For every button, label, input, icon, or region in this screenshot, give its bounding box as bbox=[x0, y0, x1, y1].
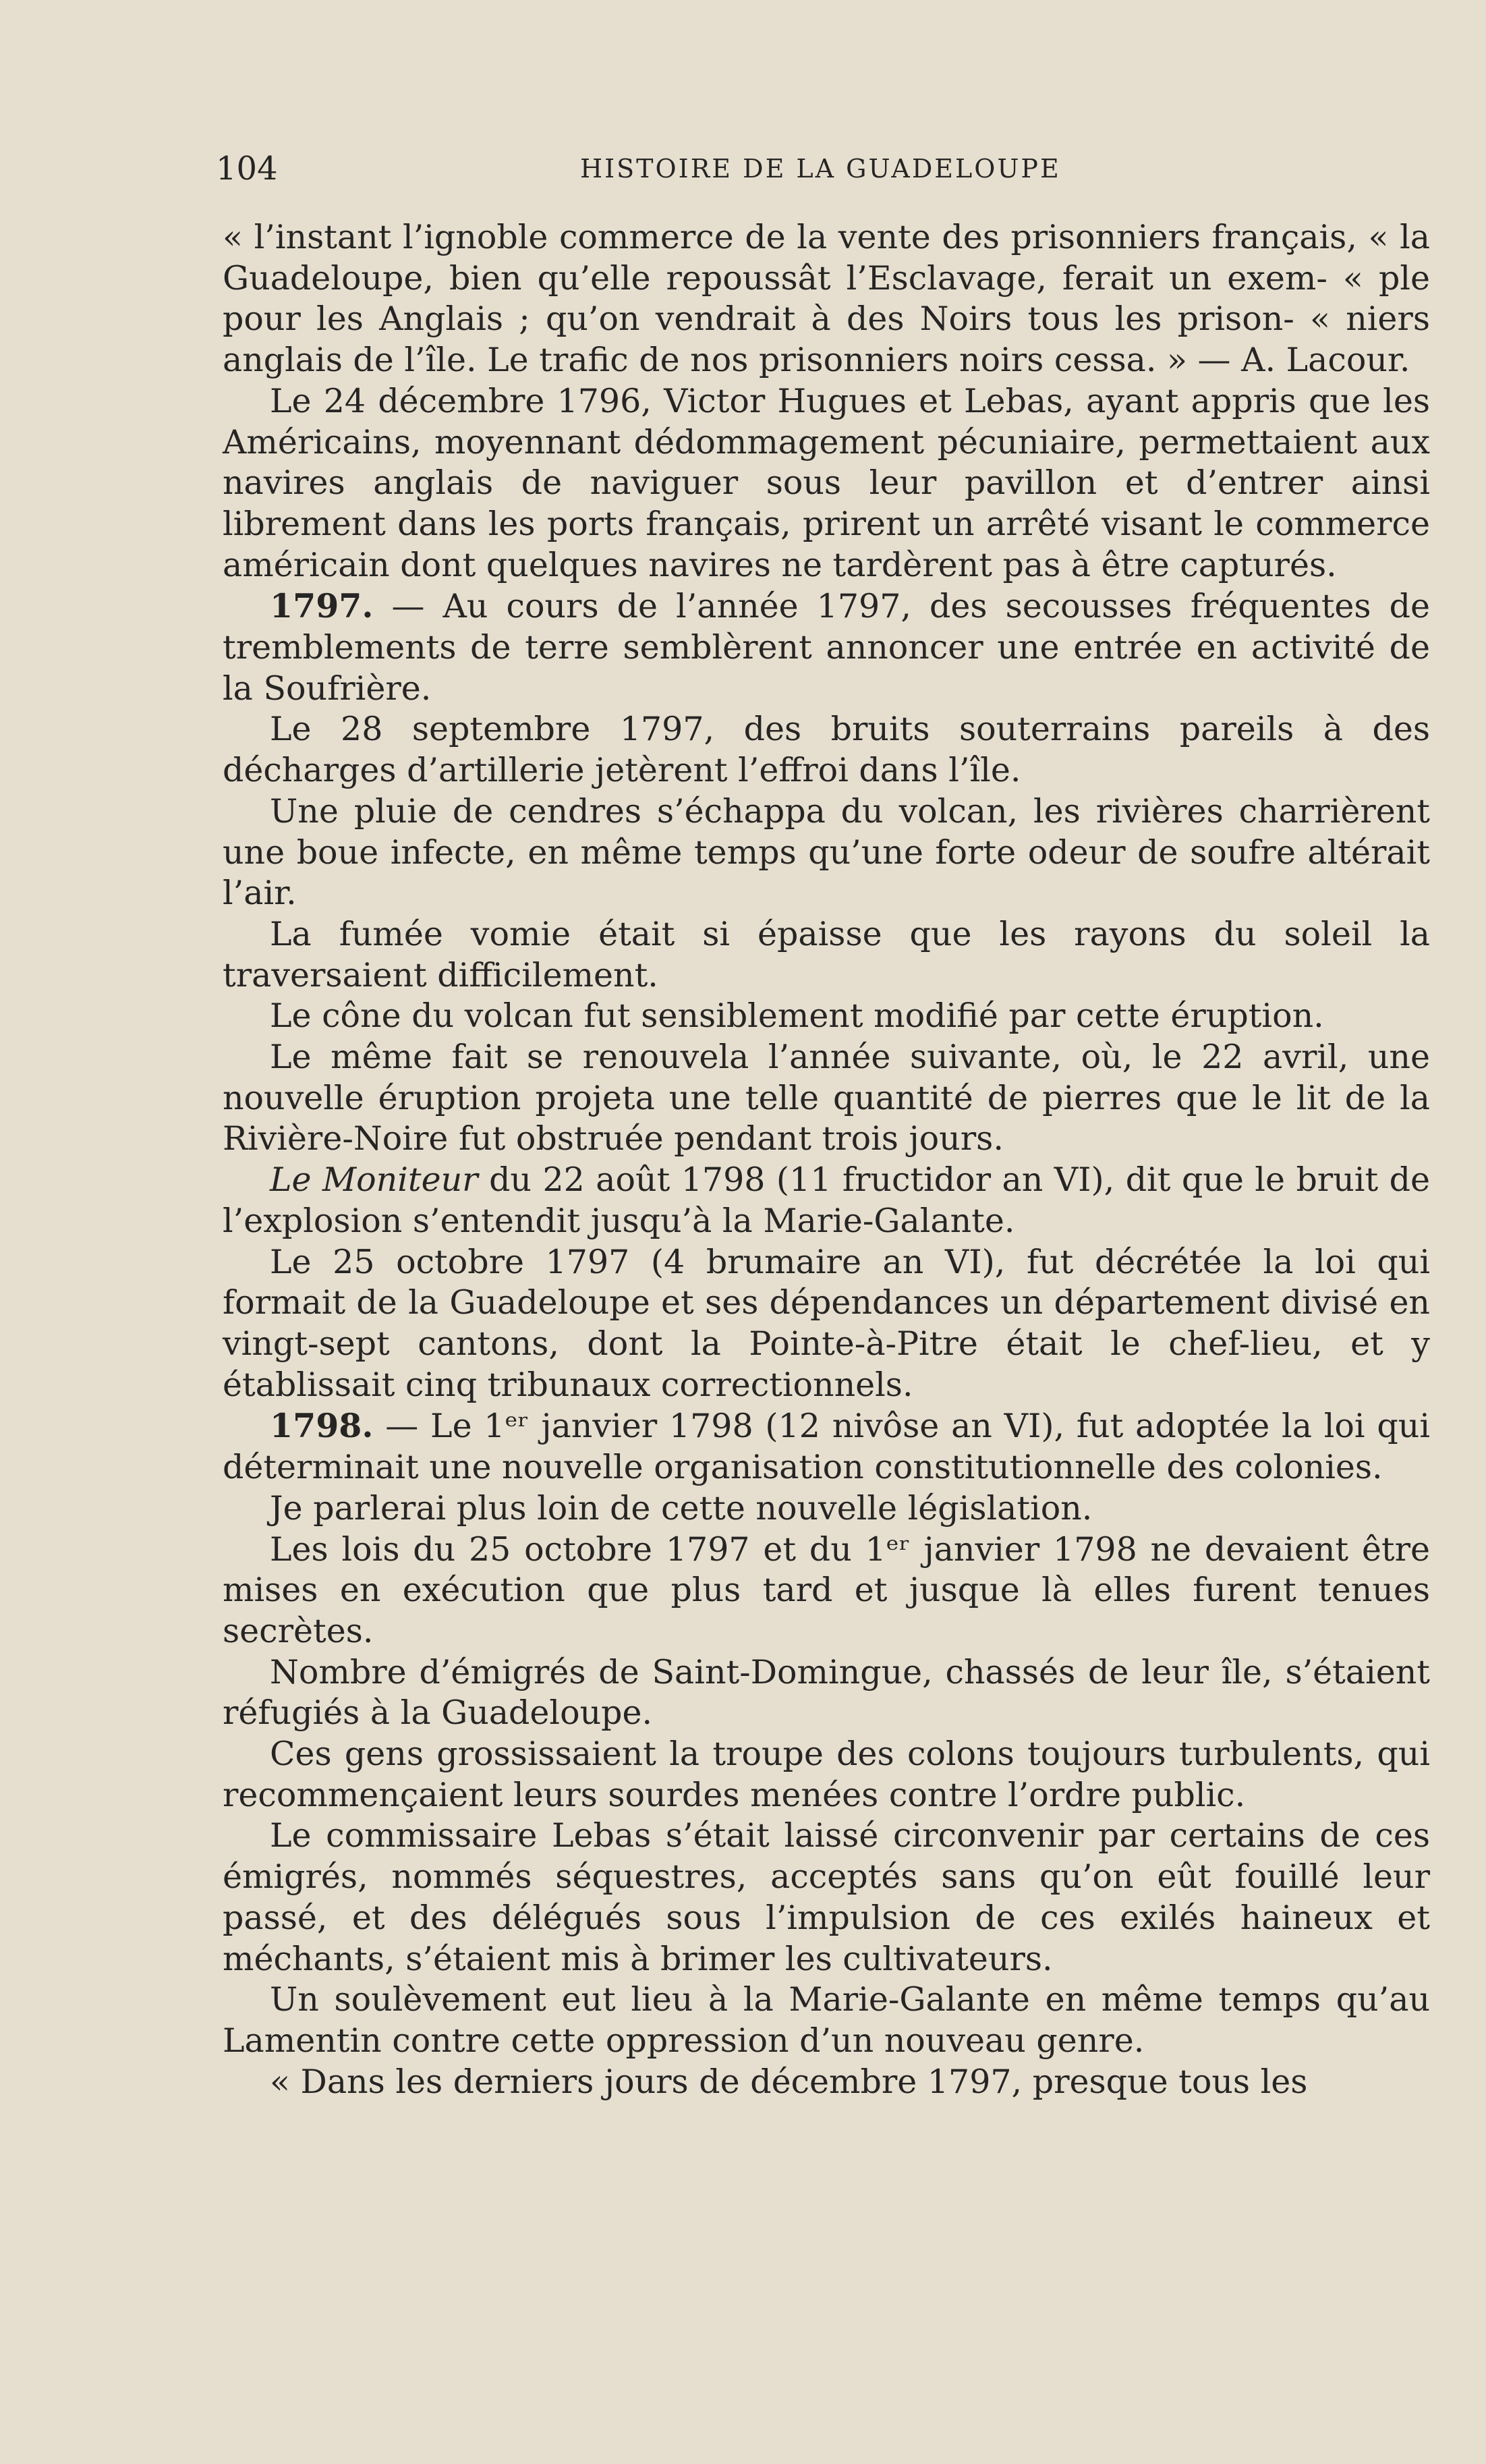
paragraph: La fumée vomie était si épaisse que les rayons du soleil la traversaient difficilement. bbox=[223, 914, 1430, 995]
paragraph: Un soulèvement eut lieu à la Marie-Galante en même temps qu’au Lamentin contre cette oppression d’un nouveau genre. bbox=[223, 1980, 1430, 2060]
running-title: HISTOIRE DE LA GUADELOUPE bbox=[580, 154, 1061, 184]
running-header bbox=[216, 150, 1432, 190]
paragraph: Le commissaire Lebas s’était laissé circonvenir par certains de ces émigrés, nommés séquestres, acceptés sans qu’on eût fouillé leur passé, et des délégués sous l’impulsion de ces exilés haineux et méchants, s’étaient mis à brimer les cultivateurs. bbox=[223, 1816, 1430, 1978]
paragraph-moniteur: Le Moniteur du 22 août 1798 (11 fructidor an VI), dit que le bruit de l’explosion s’entendit jusqu’à la Marie-Galante. bbox=[223, 1160, 1430, 1240]
paragraph: Nombre d’émigrés de Saint-Domingue, chassés de leur île, s’étaient réfugiés à la Guadeloupe. bbox=[223, 1652, 1430, 1733]
page-body bbox=[223, 217, 1430, 2102]
paragraph: Les lois du 25 octobre 1797 et du 1ᵉʳ janvier 1798 ne devaient être mises en exécution que plus tard et jusque là elles furent tenues secrètes. bbox=[223, 1530, 1430, 1650]
paragraph: Une pluie de cendres s’échappa du volcan, les rivières charrièrent une boue infecte, en même temps qu’une forte odeur de soufre altérait l’air. bbox=[223, 791, 1430, 913]
paragraph: Le même fait se renouvela l’année suivante, où, le 22 avril, une nouvelle éruption projeta une telle quantité de pierres que le lit de la Rivière-Noire fut obstruée pendant trois jours. bbox=[223, 1038, 1430, 1158]
paragraph-1798: 1798. — Le 1ᵉʳ janvier 1798 (12 nivôse an VI), fut adoptée la loi qui déterminait une nouvelle organisation constitutionnelle des colonies. bbox=[223, 1406, 1430, 1487]
year-heading: 1797. bbox=[270, 586, 374, 626]
paragraph: Le cône du volcan fut sensiblement modifié par cette éruption. bbox=[270, 997, 1324, 1036]
paragraph: Le 25 octobre 1797 (4 brumaire an VI), fut décrétée la loi qui formait de la Guadeloupe et ses dépendances un département divisé en vingt-sept cantons, dont la Pointe-à-Pitre était le chef-lieu, et y établissait cinq tribunaux correctionnels. bbox=[223, 1242, 1430, 1404]
newspaper-title: Le Moniteur bbox=[270, 1160, 478, 1200]
year-heading: 1798. bbox=[270, 1406, 374, 1446]
page-number: 104 bbox=[216, 150, 278, 188]
paragraph-quote-end: « l’instant l’ignoble commerce de la vente des prisonniers français, « la Guadeloupe, bien qu’elle repoussât l’Esclavage, ferait un exem- « ple pour les Anglais ; qu’on vendrait à des Noirs tous les prison- « niers anglais de l’île. Le trafic de nos prisonniers noirs cessa. » — A. Lacour. bbox=[223, 218, 1430, 380]
paragraph: Le 28 septembre 1797, des bruits souterrains pareils à des décharges d’artillerie jetèrent l’effroi dans l’île. bbox=[223, 710, 1430, 790]
paragraph-quote-start: « Dans les derniers jours de décembre 1797, presque tous les bbox=[270, 2062, 1308, 2101]
paragraph: Ces gens grossissaient la troupe des colons toujours turbulents, qui recommençaient leurs sourdes menées contre l’ordre public. bbox=[223, 1735, 1430, 1814]
paragraph: Je parlerai plus loin de cette nouvelle législation. bbox=[270, 1488, 1093, 1528]
paragraph: Le 24 décembre 1796, Victor Hugues et Lebas, ayant appris que les Américains, moyennant dédommagement pécuniaire, permettaient aux navires anglais de naviguer sous leur pavillon et d’entrer ainsi librement dans les ports français, prirent un arrêté visant le commerce américain dont quelques navires ne tardèrent pas à être capturés. bbox=[223, 381, 1430, 584]
paragraph-1797: 1797. — Au cours de l’année 1797, des secousses fréquentes de tremblements de terre semblèrent annoncer une entrée en activité de la Soufrière. bbox=[223, 586, 1430, 708]
